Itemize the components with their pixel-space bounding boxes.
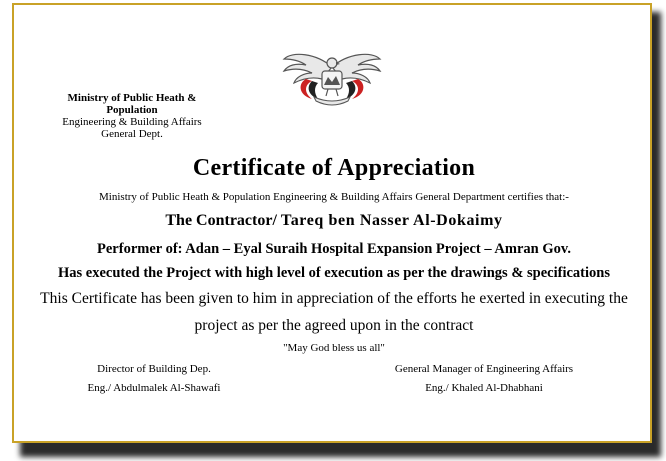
- ministry-line-1: Ministry of Public Heath &: [67, 92, 197, 104]
- executed-line: Has executed the Project with high level of execution as per the drawings & specifications: [57, 265, 610, 281]
- appreciation-line-1: This Certificate has been given to him in appreciation of the efforts he exerted in executing the: [40, 290, 628, 307]
- ministry-header: [52, 92, 212, 140]
- eagle-emblem-icon: [272, 49, 392, 107]
- certificate-title: Certificate of Appreciation: [192, 155, 476, 181]
- performer-line: Performer of: Adan – Eyal Suraih Hospital Expansion Project – Amran Gov.: [97, 241, 571, 257]
- blessing-text: "May God bless us all": [283, 342, 385, 354]
- ministry-line-4: General Dept.: [101, 128, 163, 140]
- signature-right-name: Eng./ Khaled Al-Dhabhani: [425, 382, 543, 394]
- ministry-line-3: Engineering & Building Affairs: [62, 116, 202, 128]
- contractor-line: [14, 212, 654, 230]
- signature-left-name: Eng./ Abdulmalek Al-Shawafi: [87, 382, 221, 394]
- ministry-line-2: Population: [106, 104, 158, 116]
- certificate: [12, 3, 652, 443]
- signature-left: [64, 360, 244, 398]
- appreciation-line-2: project as per the agreed upon in the contract: [194, 317, 474, 334]
- signature-left-role: Director of Building Dep.: [97, 363, 211, 375]
- signature-right: [374, 360, 594, 398]
- contractor-prefix: The Contractor/: [165, 212, 281, 229]
- contractor-name: Tareq ben Nasser Al-Dokaimy: [280, 212, 503, 229]
- intro-text: Ministry of Public Heath & Population Engineering & Building Affairs General Department certifies that:-: [99, 191, 569, 203]
- signature-right-role: General Manager of Engineering Affairs: [394, 363, 574, 375]
